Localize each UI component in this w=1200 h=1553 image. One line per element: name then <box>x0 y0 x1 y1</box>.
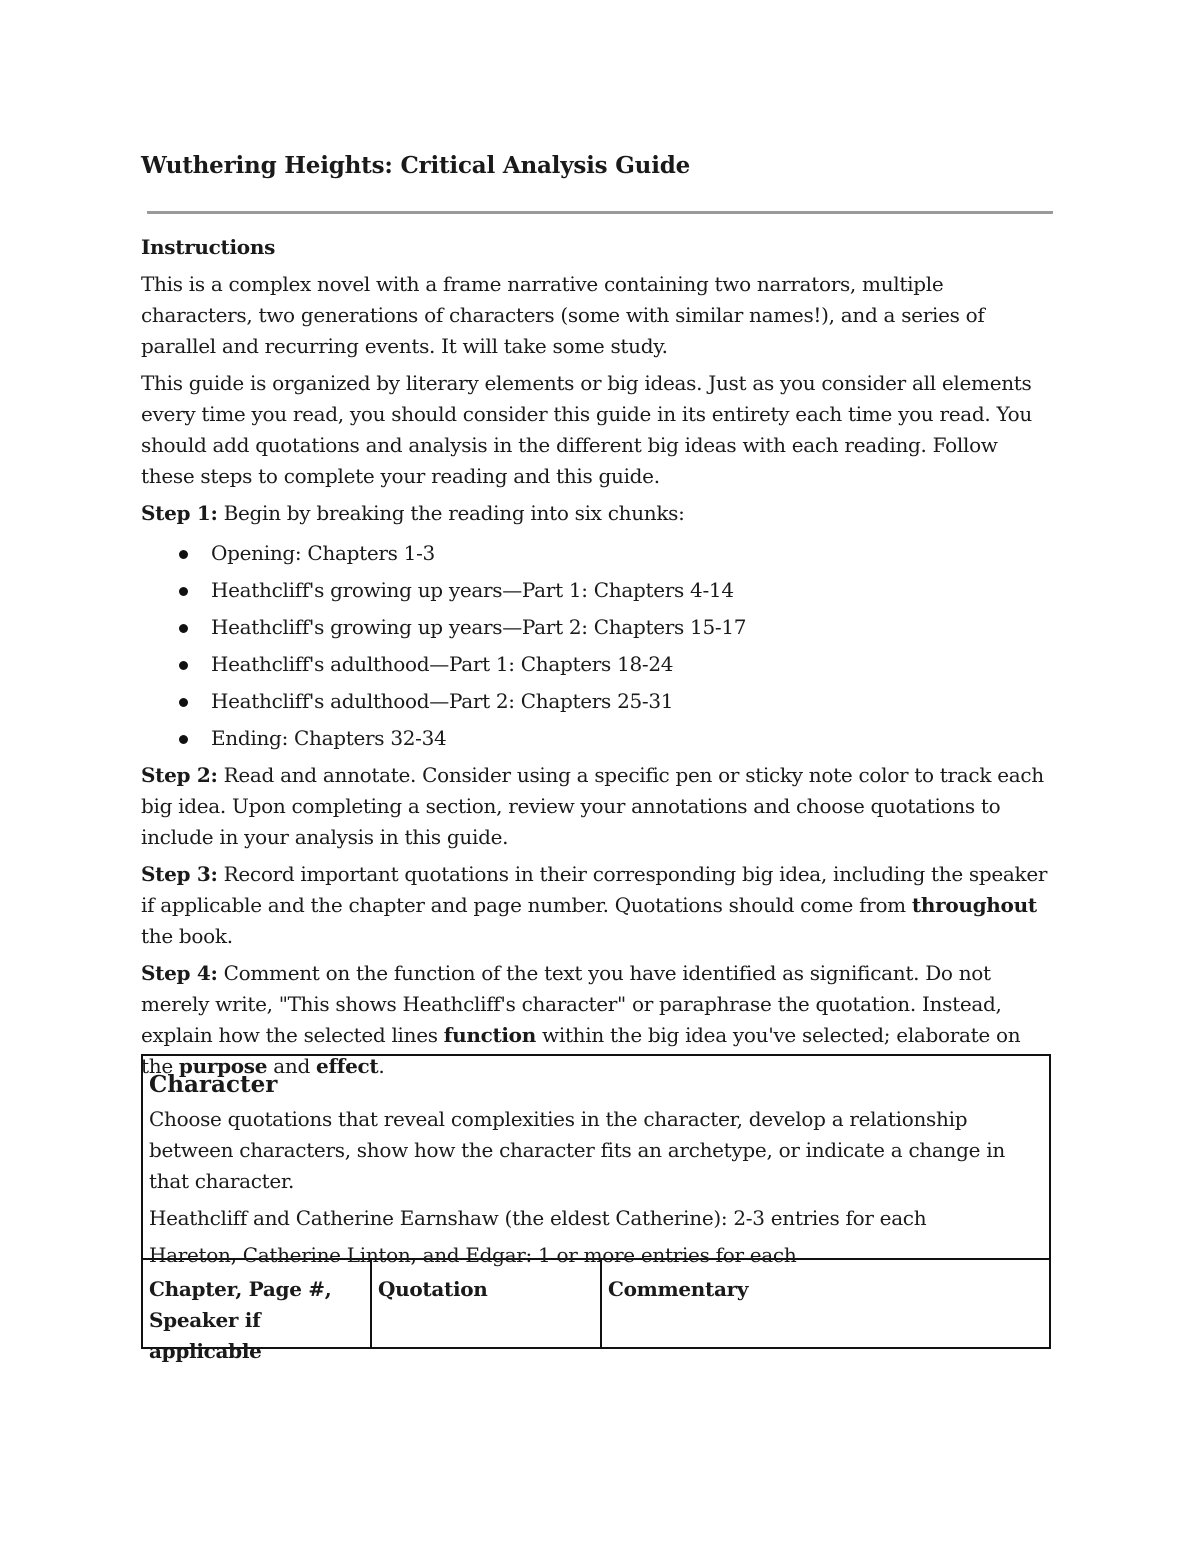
list-item: Heathcliff's adulthood—Part 1: Chapters 18-24 <box>141 646 1057 683</box>
list-item: Heathcliff's adulthood—Part 2: Chapters 25-31 <box>141 683 1057 720</box>
list-item: Heathcliff's growing up years—Part 2: Chapters 15-17 <box>141 609 1057 646</box>
step-2-label: Step 2: <box>141 763 218 787</box>
step-1 <box>141 498 1057 529</box>
character-table-header <box>143 1056 1049 1267</box>
instructions-section <box>141 232 1057 1088</box>
step-3: Step 3: Record important quotations in their corresponding big idea, including the speaker if applicable and the chapter and page number. Quotations should come from throughout the book. <box>141 862 1048 948</box>
step-2 <box>141 760 1057 853</box>
bullet-icon <box>179 587 188 596</box>
list-item: Ending: Chapters 32-34 <box>141 720 1057 757</box>
document-title: Wuthering Heights: Critical Analysis Guide <box>141 152 691 179</box>
chunk-list <box>141 535 1057 757</box>
bullet-icon <box>179 550 188 559</box>
character-table <box>141 1054 1051 1363</box>
column-header-commentary: Commentary <box>608 1277 749 1301</box>
column-header-quotation: Quotation <box>372 1260 602 1347</box>
step-2-text: Read and annotate. Consider using a specific pen or sticky note color to track each big idea. Upon completing a section, review your annotations and choose quotations to include in your analysis in this guide. <box>141 763 1044 849</box>
bullet-icon <box>179 661 188 670</box>
character-table-description: Choose quotations that reveal complexities in the character, develop a relationship between characters, show how the character fits an archetype, or indicate a change in that character. <box>149 1107 1005 1193</box>
organization-paragraph: This guide is organized by literary elements or big ideas. Just as you consider all elements every time you read, you should consider this guide in its entirety each time you read. You should add quotations and analysis in the different big ideas with each reading. Follow these steps to complete your reading and this guide. <box>141 371 1032 488</box>
column-header-chapter-page: Chapter, Page #, Speaker if applicable <box>143 1260 372 1347</box>
step-4-label: Step 4: <box>141 961 218 985</box>
step-1-label: Step 1: <box>141 501 218 525</box>
bullet-icon <box>179 624 188 633</box>
step-3-label: Step 3: <box>141 862 218 886</box>
bullet-icon <box>179 735 188 744</box>
instructions-heading: Instructions <box>141 235 276 259</box>
step-1-text: Begin by breaking the reading into six chunks: <box>217 501 685 525</box>
horizontal-rule <box>147 211 1053 214</box>
list-item: Heathcliff's growing up years—Part 1: Chapters 4-14 <box>141 572 1057 609</box>
bullet-icon <box>179 698 188 707</box>
character-table-columns <box>143 1260 1049 1363</box>
intro-paragraph: This is a complex novel with a frame narrative containing two narrators, multiple characters, two generations of characters (some with similar names!), and a series of parallel and recurring events. It will take some study. <box>141 272 985 358</box>
character-requirement-1: Heathcliff and Catherine Earnshaw (the eldest Catherine): 2-3 entries for each <box>149 1206 927 1230</box>
list-item: Opening: Chapters 1-3 <box>141 535 1057 572</box>
document-page <box>141 148 1057 1363</box>
character-table-title: Character <box>149 1071 278 1098</box>
step-4: Step 4: Comment on the function of the text you have identified as significant. Do not merely write, "This shows Heathcliff's character" or paraphrase the quotation. Instead, explain how the selected lines function within the big idea you've selected; elaborate on the purpose and effect. <box>141 961 1021 1078</box>
character-requirement-2: Hareton, Catherine Linton, and Edgar: 1 or more entries for each <box>149 1243 797 1267</box>
